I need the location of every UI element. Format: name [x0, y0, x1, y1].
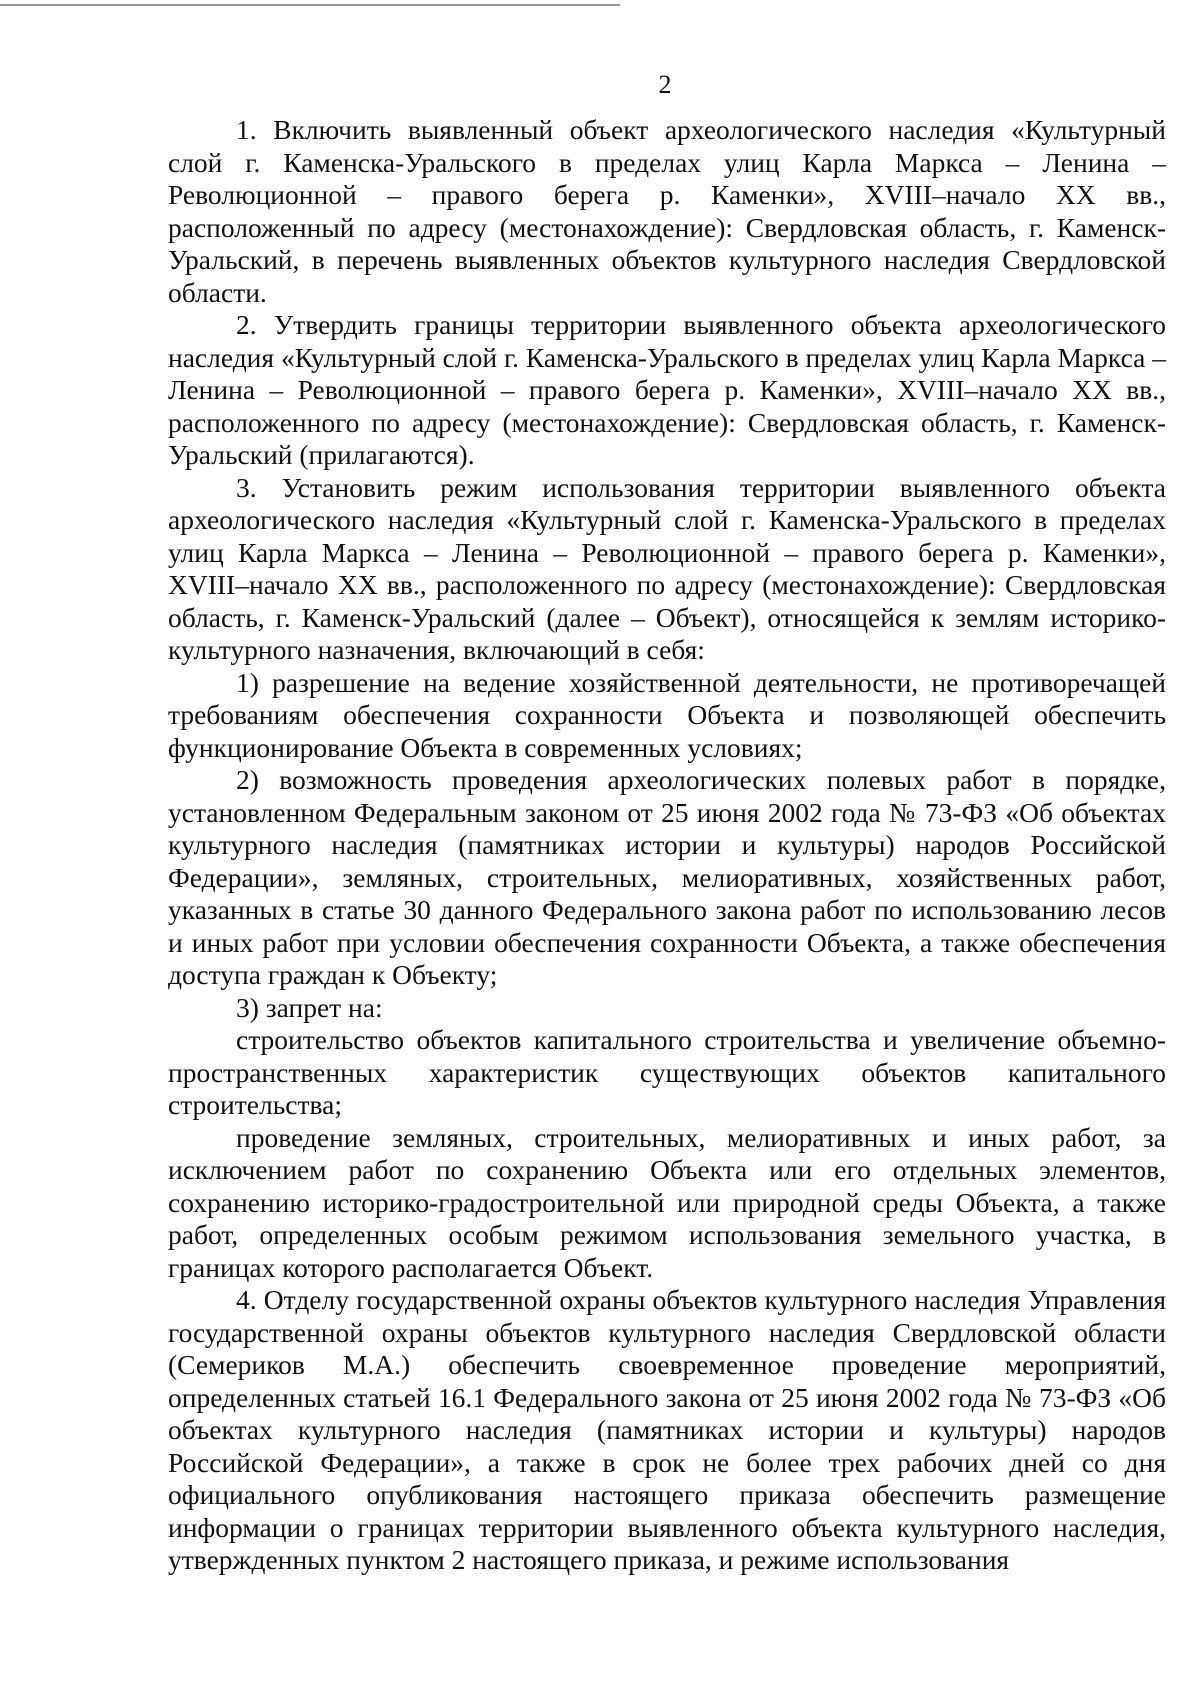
paragraph-item-2-approve-borders: 2. Утвердить границы территории выявленного объекта археологического наследия «Культурный слой г. Каменска-Уральского в пределах улиц Карла Маркса – Ленина – Революционной – правого берега р. Каменки», XVIII–начало XX вв., расположенного по адресу (местонахождение): Свердловская область, г. Каменск-Уральский (прилагаются).	[168, 309, 1166, 470]
paragraph-prohibition-works: проведение земляных, строительных, мелиоративных и иных работ, за исключением работ по сохранению Объекта или его отдельных элементов, сохранению историко-градостроительной или природной среды Объекта, а также работ, определенных особым режимом использования земельного участка, в границах которого располагается Объект.	[168, 1121, 1166, 1283]
paragraph-item-4-department-duties: 4. Отделу государственной охраны объектов культурного наследия Управления государственной охраны объектов культурного наследия Свердловской области (Семериков М.А.) обеспечить своевременное проведение мероприятий, определенных статьей 16.1 Федерального закона от 25 июня 2002 года № 73-ФЗ «Об объектах культурного наследия (памятниках истории и культуры) народов Российской Федерации», а также в срок не более трех рабочих дней со дня официального опубликования настоящего приказа обеспечить размещение информации о границах территории выявленного объекта культурного наследия, утвержденных пунктом 2 настоящего приказа, и режиме использования	[168, 1284, 1166, 1575]
paragraph-item-3-usage-regime: 3. Установить режим использования территории выявленного объекта археологического наследия «Культурный слой г. Каменска-Уральского в пределах улиц Карла Маркса – Ленина – Революционной – правого берега р. Каменки», XVIII–начало XX вв., расположенного по адресу (местонахождение): Свердловская область, г. Каменск-Уральский (далее – Объект), относящейся к землям историко-культурного назначения, включающий в себя:	[168, 471, 1166, 665]
paragraph-subitem-1-permission: 1) разрешение на ведение хозяйственной деятельности, не противоречащей требованиям обеспечения сохранности Объекта и позволяющей обеспечить функционирование Объекта в современных условиях;	[168, 666, 1166, 763]
page-number: 2	[658, 70, 672, 99]
paragraph-item-1-include-object: 1. Включить выявленный объект археологического наследия «Культурный слой г. Каменска-Уральского в пределах улиц Карла Маркса – Ленина – Революционной – правого берега р. Каменки», XVIII–начало XX вв., расположенный по адресу (местонахождение): Свердловская область, г. Каменск-Уральский, в перечень выявленных объектов культурного наследия Свердловской области.	[168, 114, 1166, 308]
paragraph-subitem-3-prohibition: 3) запрет на:	[236, 991, 383, 1023]
paragraph-subitem-2-possibility: 2) возможность проведения археологических полевых работ в порядке, установленном Федеральным законом от 25 июня 2002 года № 73-ФЗ «Об объектах культурного наследия (памятниках истории и культуры) народов Российской Федерации», земляных, строительных, мелиоративных, хозяйственных работ, указанных в статье 30 данного Федерального закона работ по использованию лесов и иных работ при условии обеспечения сохранности Объекта, а также обеспечения доступа граждан к Объекту;	[168, 764, 1166, 990]
document-body	[168, 114, 1166, 1577]
scan-top-rule	[0, 4, 620, 6]
paragraph-prohibition-construction: строительство объектов капитального строительства и увеличение объемно-пространственных характеристик существующих объектов капитального строительства;	[168, 1024, 1166, 1120]
